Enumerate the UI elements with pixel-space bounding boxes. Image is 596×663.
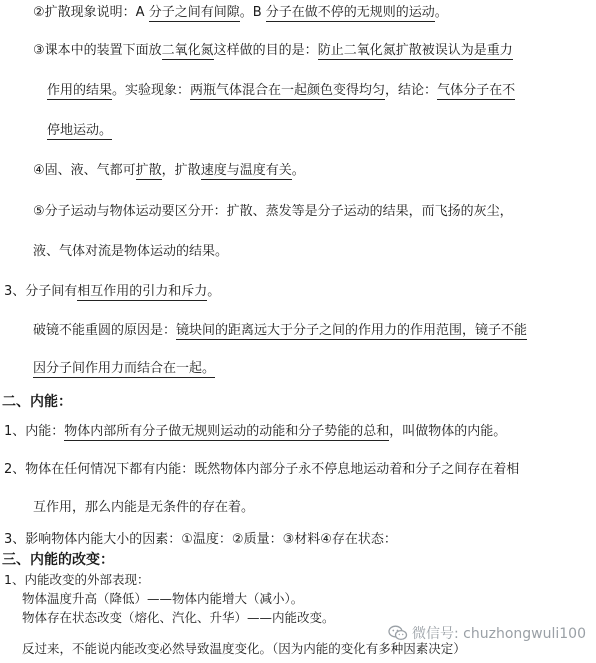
watermark-text: 微信号: chuzhongwuli100 xyxy=(412,626,586,642)
line-conversely: 反过来，不能说内能改变必然导致温度变化。（因为内能的变化有多种因素决定） xyxy=(22,641,466,656)
line-factors: 3、影响物体内能大小的因素：①温度：②质量：③材料④存在状态： xyxy=(4,532,397,547)
line-temperature-change: 物体温度升高（降低）——物体内能增大（减小）。 xyxy=(22,591,304,606)
line-external-signs: 1、内能改变的外部表现： xyxy=(4,572,150,587)
wechat-icon xyxy=(388,625,408,641)
section-heading-3: 三、内能的改变： xyxy=(2,552,114,568)
line-broken-mirror-cont: 因分子间作用力而结合在一起。 xyxy=(33,361,216,376)
watermark xyxy=(388,623,586,643)
line-internal-energy-def: 1、内能：物体内部所有分子做无规则运动的动能和分子势能的总和，叫做物体的内能。 xyxy=(4,424,507,439)
line-motion-distinction-cont: 液、气体对流是物体运动的结果。 xyxy=(33,244,229,259)
line-experiment-result: 作用的结果。实验现象：两瓶气体混合在一起颜色变得均匀，结论：气体分子在不 xyxy=(47,83,516,98)
section-heading-2: 二、内能： xyxy=(2,394,72,410)
line-point-2-cont: 互作用，那么内能是无条件的存在着。 xyxy=(33,500,255,515)
line-diffusion-explanation: ②扩散现象说明：A 分子之间有间隙。B 分子在做不停的无规则的运动。 xyxy=(33,5,448,20)
line-state-change: 物体存在状态改变（熔化、汽化、升华）——内能改变。 xyxy=(22,610,335,625)
line-experiment-setup: ③课本中的装置下面放二氧化氮这样做的目的是：防止二氧化氮扩散被误认为是重力 xyxy=(33,43,513,58)
line-conclusion-cont: 停地运动。 xyxy=(47,123,113,138)
line-diffusion-states: ④固、液、气都可扩散，扩散速度与温度有关。 xyxy=(33,163,305,178)
line-point-3: 3、分子间有相互作用的引力和斥力。 xyxy=(4,284,221,299)
line-broken-mirror: 破镜不能重圆的原因是：镜块间的距离远大于分子之间的作用力的作用范围，镜子不能 xyxy=(33,323,528,338)
line-motion-distinction: ⑤分子运动与物体运动要区分开：扩散、蒸发等是分子运动的结果，而飞扬的灰尘， xyxy=(33,204,513,219)
line-point-2: 2、物体在任何情况下都有内能：既然物体内部分子永不停息地运动着和分子之间存在着相 xyxy=(4,462,520,477)
